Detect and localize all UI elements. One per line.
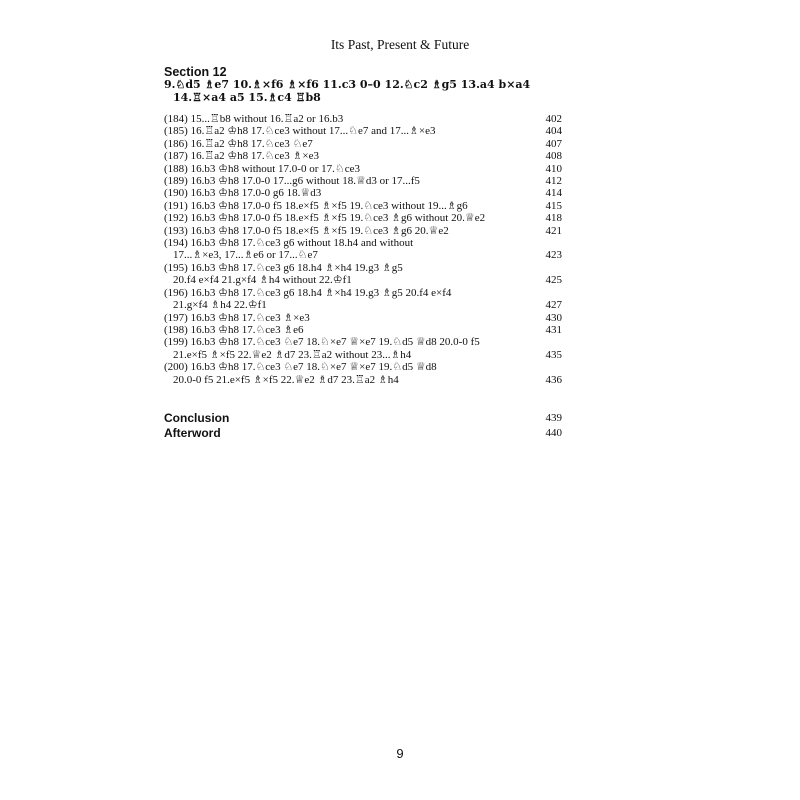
toc-entry-page: 415: [545, 199, 562, 212]
toc-entry-page: 431: [545, 323, 562, 336]
toc-entry: [164, 262, 562, 287]
page-number: 9: [396, 746, 404, 761]
toc-entry-page: 404: [545, 125, 562, 138]
toc-entry: [164, 175, 562, 187]
toc-entry-page: 427: [545, 299, 562, 312]
toc-entry-page: 402: [545, 113, 562, 125]
toc-entry: [164, 138, 562, 150]
table-of-contents: [164, 113, 562, 386]
toc-entry-text: (188) 16.b3 ♔h8 without 17.0-0 or 17.♘ce3: [164, 162, 361, 175]
back-matter-page: 440: [545, 426, 562, 439]
toc-entry-text: (197) 16.b3 ♔h8 17.♘ce3 ♗×e3: [164, 311, 310, 324]
back-matter-label: Afterword: [164, 425, 221, 440]
section-moves-line: 9.♘d5 ♗e7 10.♗×f6 ♗×f6 11.c3 0–0 12.♘c2 ♗g5 13.a4 b×a4: [164, 78, 531, 91]
toc-entry-text: 17...♗×e3, 17...♗e6 or 17...♘e7: [173, 249, 318, 262]
toc-entry-text: (194) 16.b3 ♔h8 17.♘ce3 g6 without 18.h4 and without: [164, 237, 414, 250]
toc-entry-page: 436: [545, 373, 562, 386]
toc-entry-page: 435: [545, 348, 562, 361]
toc-entry-page: 412: [545, 175, 562, 188]
toc-entry: [164, 324, 562, 336]
toc-entry-text: (196) 16.b3 ♔h8 17.♘ce3 g6 18.h4 ♗×h4 19.g3 ♗g5 20.f4 e×f4: [164, 286, 452, 299]
back-matter-page: 439: [545, 412, 562, 424]
toc-entry: [164, 125, 562, 137]
toc-entry-text: (189) 16.b3 ♔h8 17.0-0 17...g6 without 18.♕d3 or 17...f5: [164, 175, 420, 188]
toc-entry: [164, 163, 562, 175]
toc-entry-page: 423: [545, 249, 562, 262]
toc-entry-page: 425: [545, 274, 562, 287]
toc-entry-text: (187) 16.♖a2 ♔h8 17.♘ce3 ♗×e3: [164, 150, 320, 163]
toc-entry: [164, 113, 562, 125]
section-moves-line: 14.♖×a4 a5 15.♗c4 ♖b8: [173, 91, 321, 104]
toc-entry-text: (185) 16.♖a2 ♔h8 17.♘ce3 without 17...♘e7 and 17...♗×e3: [164, 125, 436, 138]
section-title: Section 12: [164, 65, 227, 79]
toc-entry-text: (191) 16.b3 ♔h8 17.0-0 f5 18.e×f5 ♗×f5 19.♘ce3 without 19...♗g6: [164, 199, 468, 212]
running-head: Its Past, Present & Future: [330, 37, 470, 52]
toc-entry: [164, 237, 562, 262]
toc-entry-text: (193) 16.b3 ♔h8 17.0-0 f5 18.e×f5 ♗×f5 19.♘ce3 ♗g6 20.♕e2: [164, 224, 449, 237]
toc-entry-page: 410: [545, 162, 562, 175]
toc-entry: [164, 187, 562, 199]
toc-entry: [164, 361, 562, 386]
toc-entry-text: 20.f4 e×f4 21.g×f4 ♗h4 without 22.♔f1: [173, 274, 352, 287]
back-matter-entry: [164, 426, 562, 441]
toc-entry-text: (184) 15...♖b8 without 16.♖a2 or 16.b3: [164, 113, 344, 125]
toc-entry-text: (190) 16.b3 ♔h8 17.0-0 g6 18.♕d3: [164, 187, 322, 200]
toc-entry: [164, 312, 562, 324]
toc-entry-page: 407: [545, 137, 562, 150]
toc-entry-text: (199) 16.b3 ♔h8 17.♘ce3 ♘e7 18.♘×e7 ♕×e7 19.♘d5 ♕d8 20.0-0 f5: [164, 336, 480, 349]
toc-entry: [164, 200, 562, 212]
toc-entry-text: (200) 16.b3 ♔h8 17.♘ce3 ♘e7 18.♘×e7 ♕×e7 19.♘d5 ♕d8: [164, 361, 437, 374]
toc-entry: [164, 287, 562, 312]
toc-entry-page: 408: [545, 150, 562, 163]
toc-entry-text: (198) 16.b3 ♔h8 17.♘ce3 ♗e6: [164, 323, 304, 336]
toc-entry-page: 430: [545, 311, 562, 324]
toc-entry-text: (192) 16.b3 ♔h8 17.0-0 f5 18.e×f5 ♗×f5 19.♘ce3 ♗g6 without 20.♕e2: [164, 212, 486, 225]
section-moves: [164, 78, 564, 104]
toc-entry-text: (195) 16.b3 ♔h8 17.♘ce3 g6 18.h4 ♗×h4 19.g3 ♗g5: [164, 261, 403, 274]
toc-entry-text: 21.e×f5 ♗×f5 22.♕e2 ♗d7 23.♖a2 without 23...♗h4: [173, 348, 412, 361]
back-matter-label: Conclusion: [164, 411, 230, 425]
toc-entry-text: 20.0-0 f5 21.e×f5 ♗×f5 22.♕e2 ♗d7 23.♖a2 ♗h4: [173, 373, 399, 386]
toc-entry: [164, 150, 562, 162]
back-matter-entry: [164, 411, 562, 426]
toc-entry: [164, 225, 562, 237]
toc-entry: [164, 212, 562, 224]
back-matter: [164, 411, 562, 440]
toc-entry-page: 418: [545, 212, 562, 225]
toc-entry-page: 421: [545, 224, 562, 237]
toc-entry-text: 21.g×f4 ♗h4 22.♔f1: [173, 299, 267, 312]
toc-entry-page: 414: [545, 187, 562, 200]
toc-entry: [164, 336, 562, 361]
toc-entry-text: (186) 16.♖a2 ♔h8 17.♘ce3 ♘e7: [164, 137, 313, 150]
